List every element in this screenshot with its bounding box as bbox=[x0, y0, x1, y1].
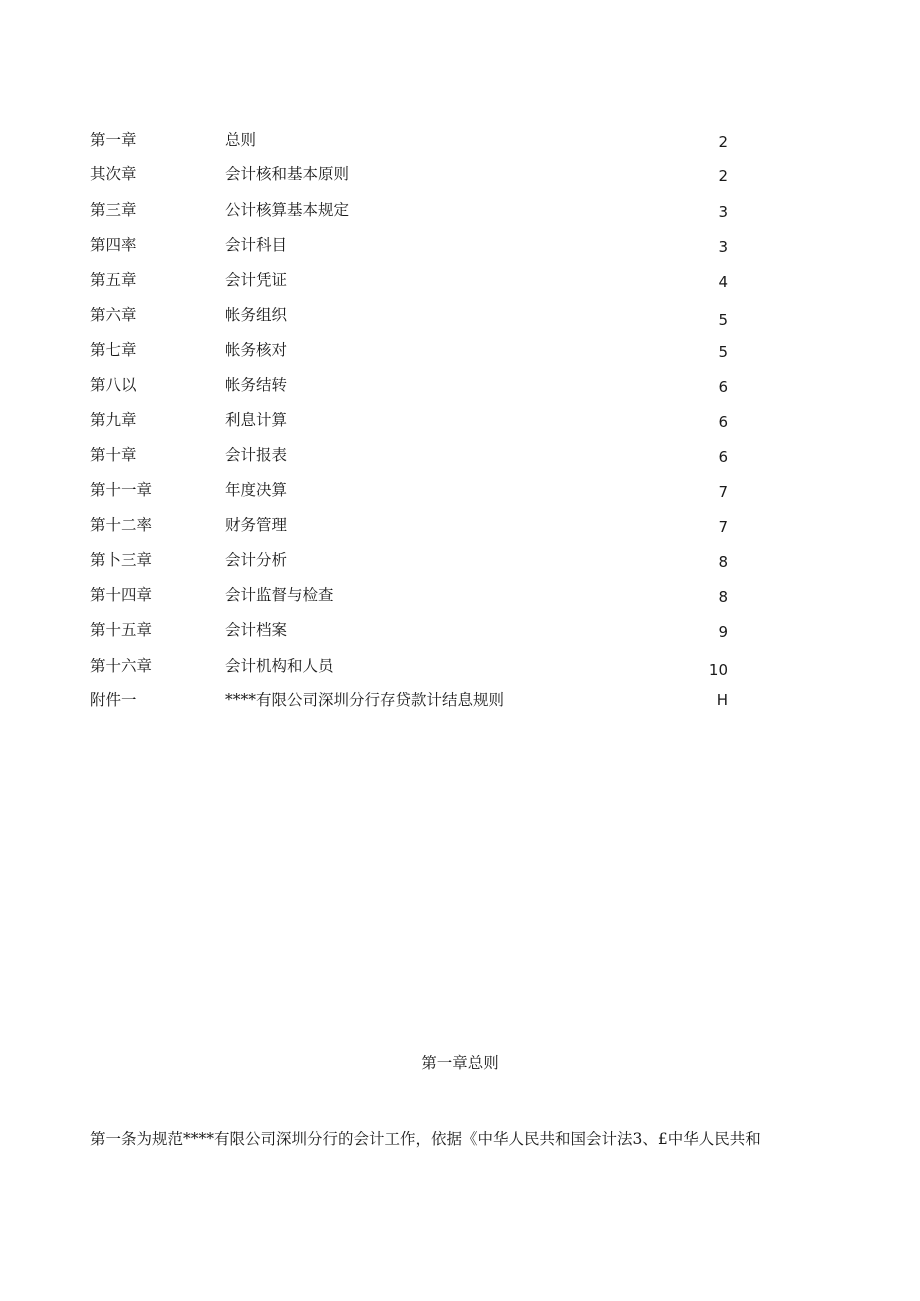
toc-row bbox=[0, 585, 920, 615]
toc-chapter: 第十四章 bbox=[90, 586, 153, 604]
toc-row bbox=[0, 550, 920, 580]
toc-chapter: 第八以 bbox=[90, 376, 137, 394]
toc-chapter: 第十六章 bbox=[90, 657, 153, 675]
toc-page-number: 3 bbox=[718, 238, 728, 256]
toc-page-number: 10 bbox=[708, 661, 728, 679]
toc-chapter: 附件一 bbox=[90, 691, 137, 709]
toc-page-number: 5 bbox=[718, 343, 728, 361]
toc-title: 公计核算基本规定 bbox=[225, 201, 350, 219]
toc-chapter: 第一章 bbox=[90, 131, 137, 149]
toc-title: 帐务组织 bbox=[225, 306, 288, 324]
toc-chapter: 第六章 bbox=[90, 306, 137, 324]
toc-row bbox=[0, 340, 920, 370]
toc-row bbox=[0, 480, 920, 510]
toc-title: 会计监督与检查 bbox=[225, 586, 334, 604]
toc-row bbox=[0, 515, 920, 545]
toc-title: 会计科目 bbox=[225, 236, 288, 254]
toc-page-number: 6 bbox=[718, 378, 728, 396]
toc-page-number: 7 bbox=[718, 483, 728, 501]
toc-chapter: 第十一章 bbox=[90, 481, 153, 499]
toc-title: 帐务结转 bbox=[225, 376, 288, 394]
toc-title: 会计凭证 bbox=[225, 271, 288, 289]
toc-row bbox=[0, 164, 920, 194]
toc-row bbox=[0, 375, 920, 405]
toc-page-number: 8 bbox=[718, 588, 728, 606]
toc-row bbox=[0, 200, 920, 230]
toc-page-number: 2 bbox=[718, 133, 728, 151]
toc-chapter: 第四率 bbox=[90, 236, 137, 254]
toc-row bbox=[0, 235, 920, 265]
toc-page-number: H bbox=[716, 691, 728, 709]
toc-row bbox=[0, 445, 920, 475]
toc-page-number: 2 bbox=[718, 167, 728, 185]
toc-row bbox=[0, 656, 920, 686]
toc-page-number: 4 bbox=[718, 273, 728, 291]
toc-title: 会计档案 bbox=[225, 621, 288, 639]
toc-chapter: 第九章 bbox=[90, 411, 137, 429]
toc-title: 帐务核对 bbox=[225, 341, 288, 359]
toc-title: 总则 bbox=[225, 131, 257, 149]
toc-title: 会计分析 bbox=[225, 551, 288, 569]
toc-page-number: 8 bbox=[718, 553, 728, 571]
toc-chapter: 第五章 bbox=[90, 271, 137, 289]
toc-page-number: 5 bbox=[718, 311, 728, 329]
toc-page-number: 3 bbox=[718, 203, 728, 221]
toc-title: 会计报表 bbox=[225, 446, 288, 464]
toc-chapter: 第十五章 bbox=[90, 621, 153, 639]
paragraph-text: 第一条为规范****有限公司深圳分行的会计工作，依据《中华人民共和国会计法3、£中华人民共和 bbox=[90, 1130, 761, 1148]
toc-chapter: 第十二率 bbox=[90, 516, 153, 534]
toc-row bbox=[0, 130, 920, 160]
toc-chapter: 第卜三章 bbox=[90, 551, 153, 569]
toc-page-number: 6 bbox=[718, 413, 728, 431]
toc-title: 会计机构和人员 bbox=[225, 657, 334, 675]
toc-chapter: 第七章 bbox=[90, 341, 137, 359]
toc-row bbox=[0, 410, 920, 440]
chapter-heading: 第一章总则 bbox=[421, 1054, 499, 1072]
toc-title: 财务管理 bbox=[225, 516, 288, 534]
toc-chapter: 第十章 bbox=[90, 446, 137, 464]
toc-title: 年度决算 bbox=[225, 481, 288, 499]
toc-title: 利息计算 bbox=[225, 411, 288, 429]
toc-row bbox=[0, 690, 920, 720]
toc-row bbox=[0, 305, 920, 335]
toc-title: 会计核和基本原则 bbox=[225, 165, 350, 183]
toc-chapter: 第三章 bbox=[90, 201, 137, 219]
toc-row bbox=[0, 620, 920, 650]
toc-page-number: 9 bbox=[718, 623, 728, 641]
toc-row bbox=[0, 270, 920, 300]
toc-page-number: 6 bbox=[718, 448, 728, 466]
toc-title: ****有限公司深圳分行存贷款计结息规则 bbox=[225, 691, 505, 709]
toc-page-number: 7 bbox=[718, 518, 728, 536]
toc-chapter: 其次章 bbox=[90, 165, 137, 183]
